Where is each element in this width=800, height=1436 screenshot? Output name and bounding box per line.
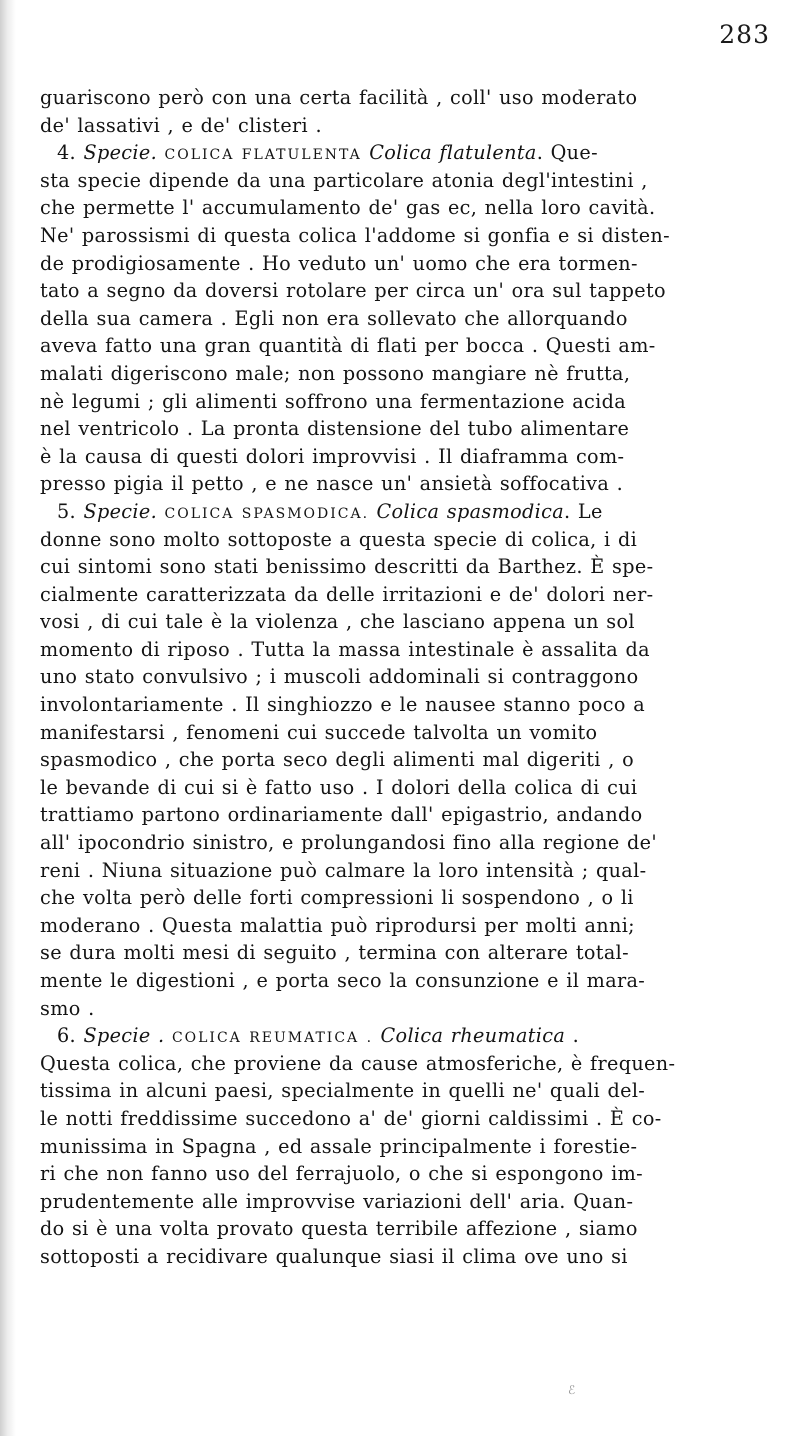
text-fragment: . Que-: [536, 141, 598, 165]
text-line: nel ventricolo . La pronta distensione del tubo alimentare: [40, 417, 630, 441]
section-number: 6.: [57, 1024, 84, 1048]
text-line: malati digeriscono male; non possono mangiare nè frutta,: [40, 361, 631, 385]
text-line: le notti freddissime succedono a' de' giorni caldissimi . È co-: [40, 1106, 662, 1130]
section-label: Specie.: [83, 141, 165, 165]
text-line: moderano . Questa malattia può riprodursi per molti anni;: [40, 913, 635, 937]
text-line: spasmodico , che porta seco degli alimenti mal digeriti , o: [40, 748, 635, 772]
section-title: COLICA SPASMODICA.: [164, 505, 377, 522]
text-line: prudentemente alle improvvise variazioni dell' aria. Quan-: [40, 1189, 634, 1213]
text-line: trattiamo partono ordinariamente dall' epigastrio, andando: [40, 803, 643, 827]
text-line: de prodigiosamente . Ho veduto un' uomo che era tormen-: [40, 251, 638, 275]
text-line: che permette l' accumulamento de' gas ec, nella loro cavità.: [40, 196, 656, 220]
section-heading-line: [40, 139, 782, 167]
section-latin-name: Colica spasmodica: [376, 499, 565, 523]
text-line: sta specie dipende da una particolare atonia degl'intestini ,: [40, 168, 648, 192]
section-label: Specie.: [83, 499, 165, 523]
printer-mark: ℰ: [568, 1383, 576, 1397]
section-heading-line: [40, 1022, 782, 1050]
text-line: smo .: [40, 996, 95, 1020]
text-line: se dura molti mesi di seguito , termina con alterare total-: [40, 941, 629, 965]
text-line: cialmente caratterizzata da delle irritazioni e de' dolori ner-: [40, 582, 654, 606]
text-line: cui sintomi sono stati benissimo descritti da Barthez. È spe-: [40, 555, 654, 579]
text-line: nè legumi ; gli alimenti soffrono una fermentazione acida: [40, 389, 627, 413]
text-line: munissima in Spagna , ed assale principalmente i forestie-: [40, 1134, 638, 1158]
section-title: COLICA REUMATICA .: [171, 1030, 381, 1047]
text-line: vosi , di cui tale è la violenza , che lasciano appena un sol: [40, 610, 635, 634]
text-line: Ne' parossismi di questa colica l'addome si gonfia e si disten-: [40, 223, 670, 247]
section-latin-name: Colica flatulenta: [369, 141, 537, 165]
text-fragment: . Le: [564, 499, 603, 523]
text-line: uno stato convulsivo ; i muscoli addominali si contraggono: [40, 665, 639, 689]
page-number: 283: [719, 20, 770, 49]
text-line: Questa colica, che proviene da cause atmosferiche, è frequen-: [40, 1051, 676, 1075]
text-line: mente le digestioni , e porta seco la consunzione e il mara-: [40, 969, 646, 992]
text-line: della sua camera . Egli non era sollevato che allorquando: [40, 306, 628, 330]
page-binding-shadow: [0, 0, 16, 1436]
text-line: de' lassativi , e de' clisteri .: [40, 113, 322, 137]
text-line: ri che non fanno uso del ferrajuolo, o che si espongono im-: [40, 1162, 643, 1186]
text-line: tato a segno da doversi rotolare per circa un' ora sul tappeto: [40, 279, 666, 303]
text-line: reni . Niuna situazione può calmare la loro intensità ; qual-: [40, 858, 647, 882]
section-number: 4.: [57, 141, 84, 165]
text-line: che volta però delle forti compressioni li sospendono , o li: [40, 886, 634, 910]
text-line: aveva fatto una gran quantità di flati per bocca . Questi am-: [40, 334, 656, 358]
text-line: tissima in alcuni paesi, specialmente in quelli ne' quali del-: [40, 1079, 646, 1103]
section-heading-line: [40, 498, 782, 526]
text-line: all' ipocondrio sinistro, e prolungandosi fino alla regione de': [40, 831, 657, 855]
text-line: è la causa di questi dolori improvvisi . Il diaframma com-: [40, 444, 625, 468]
section-latin-name: Colica rheumatica: [380, 1024, 566, 1048]
text-line: donne sono molto sottoposte a questa specie di colica, i di: [40, 527, 638, 551]
text-fragment: .: [565, 1024, 580, 1048]
text-line: presso pigia il petto , e ne nasce un' ansietà soffocativa .: [40, 472, 624, 496]
text-line: do si è una volta provato questa terribile affezione , siamo: [40, 1217, 638, 1241]
text-line: guariscono però con una certa facilità , coll' uso moderato: [40, 86, 638, 109]
section-number: 5.: [57, 499, 84, 523]
text-line: le bevande di cui si è fatto uso . I dolori della colica di cui: [40, 775, 638, 799]
body-text: [40, 84, 782, 1271]
text-line: momento di riposo . Tutta la massa intestinale è assalita da: [40, 637, 650, 661]
text-line: involontariamente . Il singhiozzo e le nausee stanno poco a: [40, 693, 645, 717]
section-label: Specie .: [83, 1024, 172, 1048]
text-line: manifestarsi , fenomeni cui succede talvolta un vomito: [40, 720, 598, 744]
text-line: sottoposti a recidivare qualunque siasi il clima ove uno si: [40, 1244, 628, 1268]
section-title: COLICA FLATULENTA: [164, 147, 370, 164]
